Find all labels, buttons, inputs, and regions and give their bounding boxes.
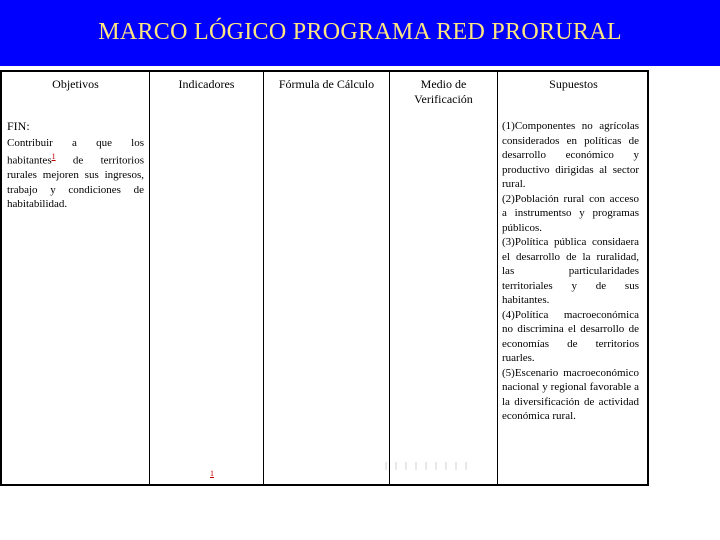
column-divider: [389, 72, 390, 484]
header-formula: Fórmula de Cálculo: [278, 77, 375, 91]
supuesto-item: (4)Política macroeconómica no discrimina el desarrollo de economías de territorios ruarles.: [502, 308, 639, 364]
footnote-marker[interactable]: 1: [51, 152, 56, 161]
header-objetivos: Objetivos: [52, 77, 99, 91]
fin-label: FIN:: [7, 119, 30, 133]
column-divider: [263, 72, 264, 484]
supuesto-item: (3)Política pública considaera el desarrollo de la ruralidad, las particularidades territoriales y de sus habitantes.: [502, 236, 639, 306]
supuesto-item: (5)Escenario macroeconómico nacional y regional favorable a la diversificación de actividad económica rural.: [502, 366, 639, 422]
header-indicadores: Indicadores: [178, 77, 235, 91]
column-divider: [497, 72, 498, 484]
faint-marks: [385, 462, 495, 472]
fin-text-end: de territorios rurales mejoren sus ingresos, trabajo y condiciones de habitabilidad.: [7, 154, 144, 211]
supuesto-item: (2)Población rural con acceso a instrumentso y programas públicos.: [502, 192, 639, 234]
header-medio-verificacion: Medio de Verificación: [414, 77, 473, 106]
supuestos-cell: [502, 119, 639, 424]
page-title: MARCO LÓGICO PROGRAMA RED PRORURAL: [98, 18, 622, 45]
footnote-marker-indicadores[interactable]: 1: [210, 469, 214, 478]
header-supuestos: Supuestos: [549, 77, 598, 91]
fin-text-start: Contribuir a que los habitantes: [7, 136, 144, 167]
title-bar: [0, 0, 720, 66]
fin-cell: [7, 119, 144, 212]
supuesto-item: (1)Componentes no agrícolas considerados en políticas de desarrollo económico y productivo dirigidas al sector rural.: [502, 120, 639, 190]
logical-framework-table: [0, 70, 649, 486]
column-divider: [149, 72, 150, 484]
